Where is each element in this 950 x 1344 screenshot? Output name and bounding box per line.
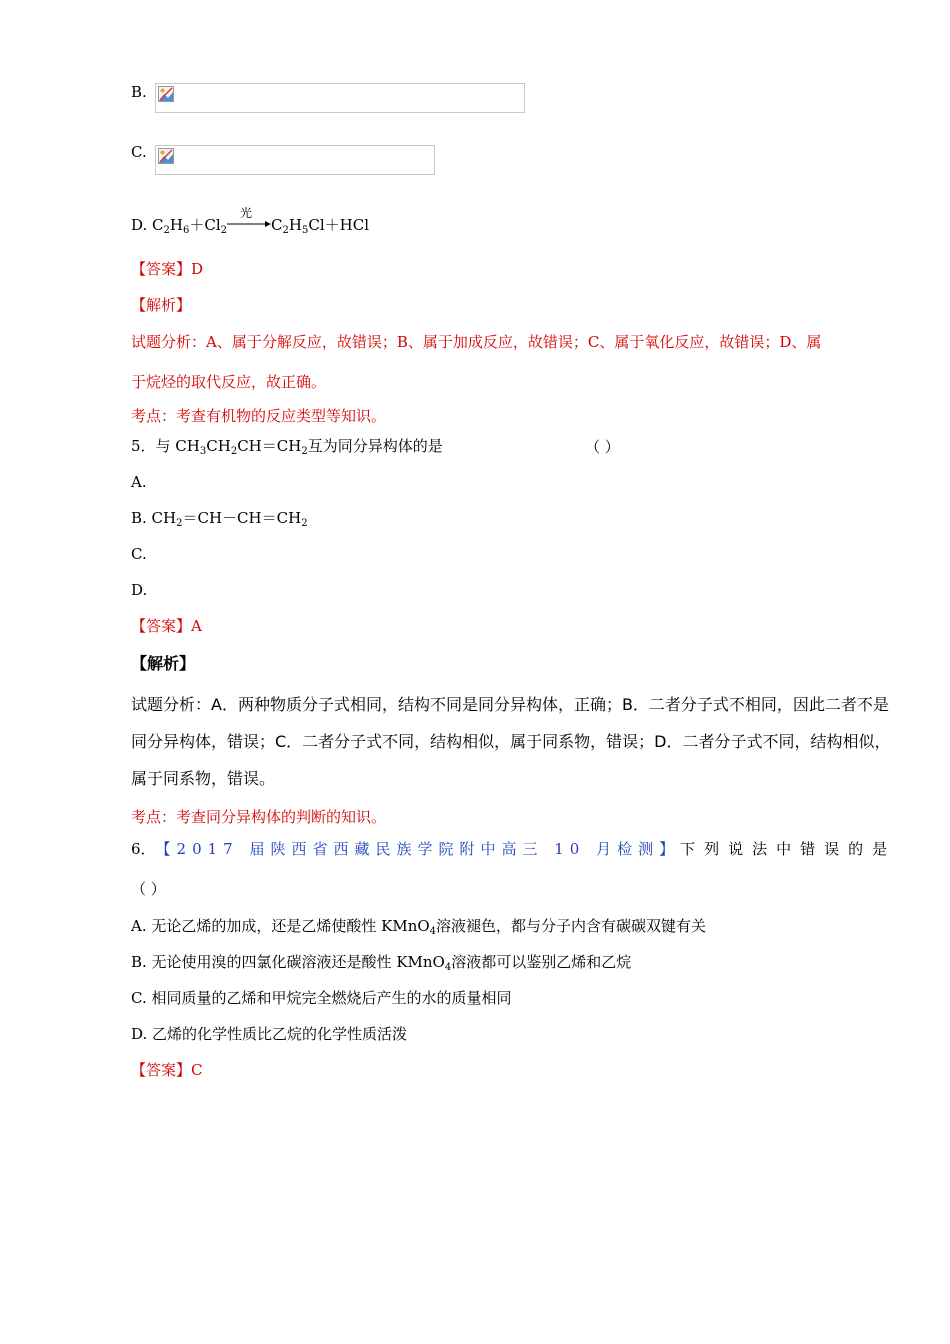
- q6-stem-text: 下列说法中错误的是: [680, 840, 897, 858]
- q5-stem: [131, 436, 443, 456]
- q5-option-c: C.: [131, 545, 147, 563]
- q4-answer: [131, 259, 203, 279]
- answer-tag: 【答案】: [131, 617, 192, 635]
- formula-part: C: [271, 216, 283, 234]
- q4-option-c-image: [155, 145, 435, 175]
- q5-option-a: A.: [131, 473, 147, 491]
- subscript: 2: [163, 225, 170, 236]
- subscript: 2: [230, 446, 238, 457]
- q5-analysis-tag: 【解析】: [131, 654, 196, 673]
- q5-option-b: [131, 508, 308, 528]
- subscript: 2: [282, 225, 289, 236]
- formula-part: C: [152, 216, 164, 234]
- q4-option-c: [131, 142, 147, 162]
- question-number: 6．: [131, 840, 156, 858]
- q6-stem: [131, 839, 897, 859]
- subscript: 6: [183, 225, 190, 236]
- subscript: 4: [444, 962, 452, 973]
- q6-option-b: [131, 952, 631, 972]
- formula-part: Cl＋HCl: [308, 216, 369, 234]
- q4-option-b: [131, 82, 147, 102]
- option-part: A. 无论乙烯的加成，还是乙烯使酸性 KMnO: [131, 917, 430, 935]
- stem-part: CH＝CH: [237, 437, 302, 455]
- q4-analysis-line-2: 于烷烃的取代反应，故正确。: [131, 373, 327, 391]
- q4-option-d-label: D.: [131, 216, 148, 234]
- q4-option-b-label: B.: [131, 83, 147, 101]
- q4-analysis-line-1: 试题分析：A、属于分解反应，故错误；B、属于加成反应，故错误；C、属于氧化反应，故错误；D、属: [131, 333, 822, 351]
- q4-option-d: [131, 206, 369, 236]
- q6-answer: [131, 1060, 203, 1080]
- q6-option-c: C. 相同质量的乙烯和甲烷完全燃烧后产生的水的质量相同: [131, 989, 512, 1007]
- broken-image-icon: [158, 148, 174, 164]
- option-part: 溶液都可以鉴别乙烯和乙烷: [451, 953, 632, 971]
- answer-value: A: [191, 617, 202, 635]
- answer-tag: 【答案】: [131, 260, 192, 278]
- q6-option-a: [131, 916, 706, 936]
- q5-answer-blank: （ ）: [585, 438, 620, 456]
- formula-part: H: [288, 216, 302, 234]
- broken-image-icon: [158, 86, 174, 102]
- q5-analysis-text: 试题分析：A．两种物质分子式相同，结构不同是同分异构体，正确；B．二者分子式不相同，因此二者不是同分异构体，错误；C．二者分子式不同，结构相似，属于同系物，错误；D．二者分子式不同，结构相似，属于同系物，错误。: [131, 695, 891, 788]
- q4-option-b-image: [155, 83, 525, 113]
- subscript: 2: [301, 518, 308, 529]
- formula-part: H: [169, 216, 183, 234]
- option-part: ＝CH－CH＝CH: [182, 509, 302, 527]
- reaction-arrow: [227, 206, 271, 235]
- subscript: 5: [301, 225, 309, 236]
- q5-answer: [131, 616, 202, 636]
- q6-source: 【2017 届陕西省西藏民族学院附中高三 10 月检测】: [155, 840, 681, 858]
- subscript: 4: [429, 926, 437, 937]
- subscript: 2: [176, 518, 183, 529]
- option-part: 溶液褪色，都与分子内含有碳碳双键有关: [436, 917, 707, 935]
- reaction-arrow-icon: [227, 218, 271, 230]
- answer-value: D: [191, 260, 204, 278]
- q6-answer-blank: （ ）: [131, 880, 166, 898]
- subscript: 3: [199, 446, 207, 457]
- formula-part: ＋Cl: [189, 216, 221, 234]
- stem-part: 互为同分异构体的是: [307, 437, 443, 455]
- q4-option-c-label: C.: [131, 143, 147, 161]
- answer-tag: 【答案】: [131, 1061, 192, 1079]
- q4-point: 考点：考查有机物的反应类型等知识。: [131, 407, 387, 425]
- reaction-condition: 光: [240, 206, 253, 220]
- answer-value: C: [191, 1061, 203, 1079]
- q6-option-d: D. 乙烯的化学性质比乙烷的化学性质活泼: [131, 1025, 408, 1043]
- option-part: B. 无论使用溴的四氯化碳溶液还是酸性 KMnO: [131, 953, 445, 971]
- q5-point: 考点：考查同分异构体的判断的知识。: [131, 808, 387, 826]
- option-part: B. CH: [131, 509, 177, 527]
- subscript: 2: [301, 446, 308, 457]
- stem-part: CH: [206, 437, 231, 455]
- subscript: 2: [220, 225, 228, 236]
- q5-option-d: D.: [131, 581, 148, 599]
- q4-analysis-tag: 【解析】: [131, 296, 192, 314]
- stem-part: 5．与 CH: [131, 437, 200, 455]
